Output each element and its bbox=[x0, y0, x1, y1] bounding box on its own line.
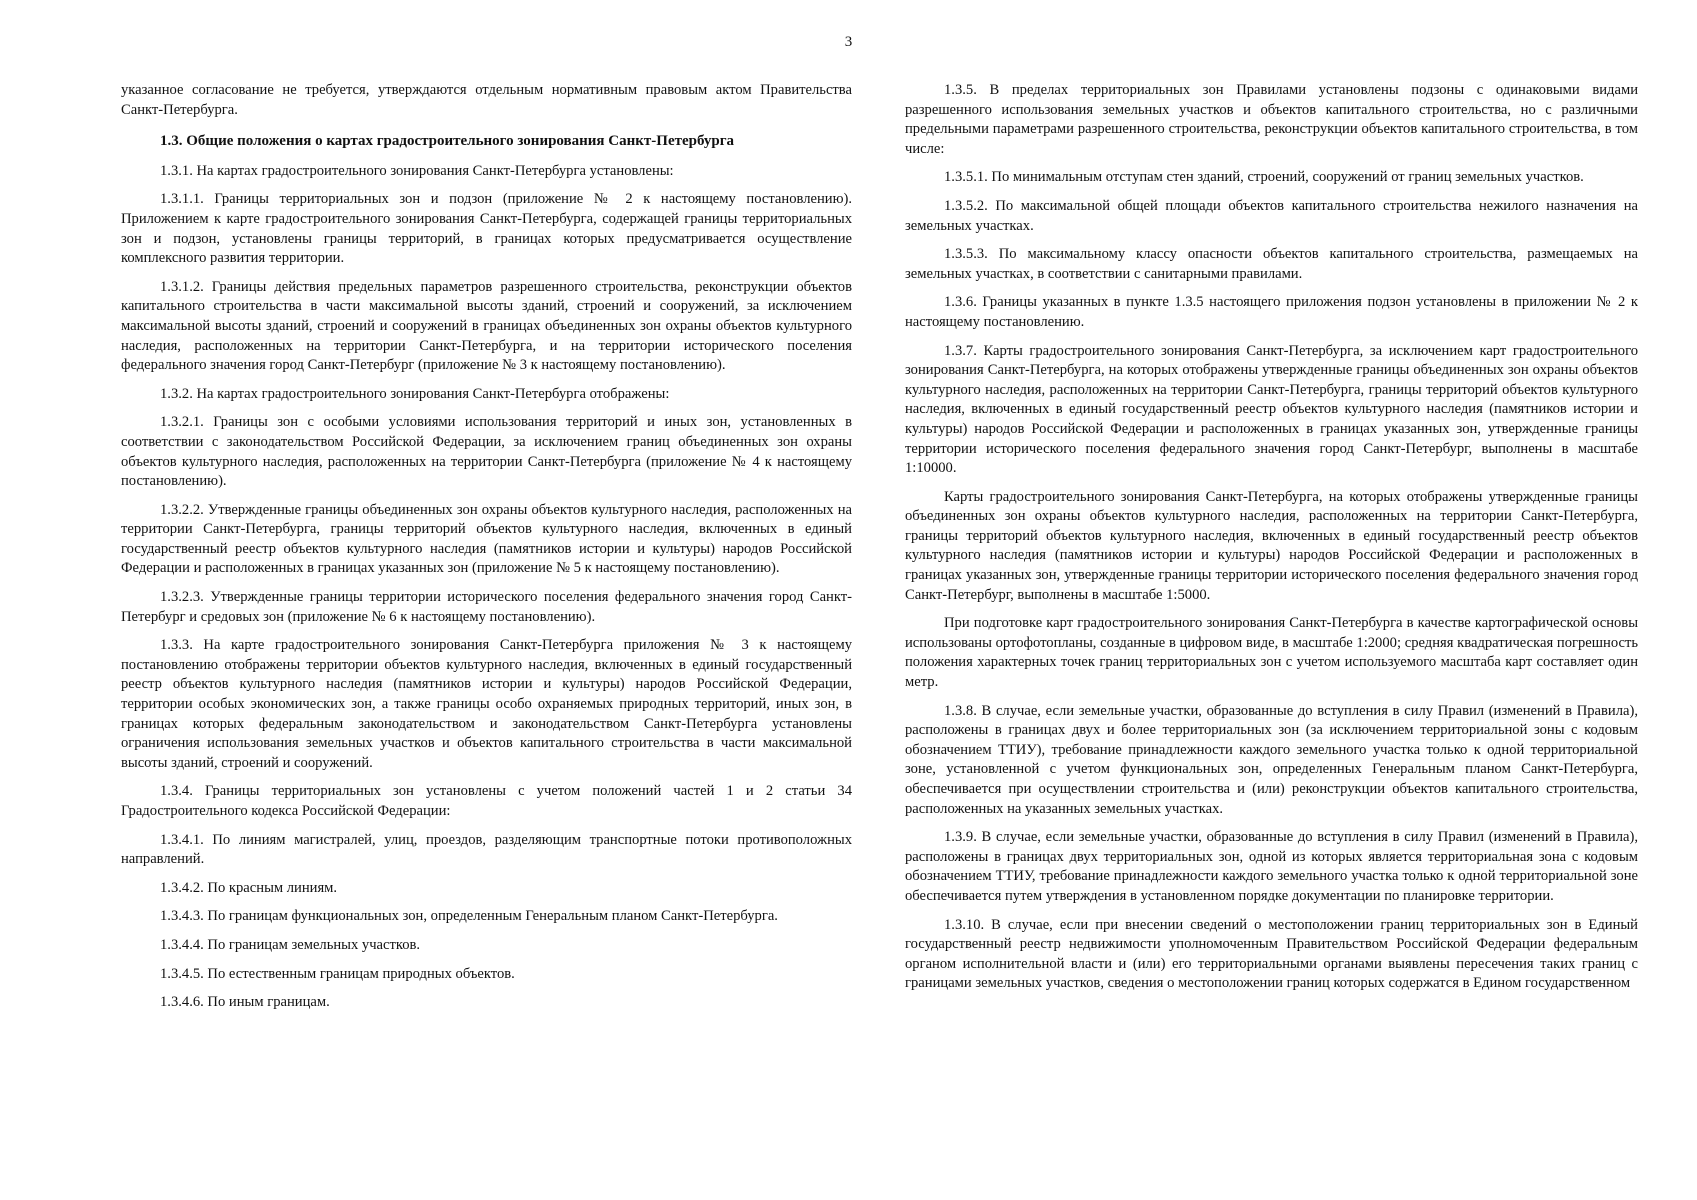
left-paragraph: 1.3.1.1. Границы территориальных зон и подзон (приложение № 2 к настоящему постановлению). Приложением к карте градостроительного зонирования Санкт-Петербурга, содержащей границы территориальных зон и подзон, установлены границы территорий, в границах которых предусматривается осуществление комплексного развития территории. bbox=[121, 191, 852, 267]
right-paragraph: 1.3.5.3. По максимальному классу опасности объектов капитального строительства, размещаемых на земельных участках, в соответствии с санитарными правилами. bbox=[905, 246, 1638, 282]
left-paragraph: 1.3.3. На карте градостроительного зонирования Санкт-Петербурга приложения № 3 к настоящему постановлению отображены территории объектов культурного наследия, включенных в единый государственный реестр объектов культурного наследия (памятников истории и культуры) народов Российской Федерации, территории особых экономических зон, а также границы особо охраняемых природных территорий, иных зон, в границах которых федеральным законодательством и законодательством Санкт-Петербурга установлены ограничения использования земельных участков и объектов капитального строительства в части максимальной высоты зданий, строений и сооружений. bbox=[121, 637, 852, 771]
right-paragraph: 1.3.5. В пределах территориальных зон Правилами установлены подзоны с одинаковыми видами разрешенного использования земельных участков и объектов капитального строительства, но с различными предельными параметрами разрешенного строительства, реконструкции объектов капитального строительства, в том числе: bbox=[905, 82, 1638, 157]
left-paragraph: 1.3.2.3. Утвержденные границы территории исторического поселения федерального значения город Санкт-Петербург и средовых зон (приложение № 6 к настоящему постановлению). bbox=[121, 589, 852, 625]
right-paragraph: 1.3.10. В случае, если при внесении сведений о местоположении границ территориальных зон в Единый государственный реестр недвижимости уполномоченным Правительством Российской Федерации федеральным органом исполнительной власти и (или) его территориальными органами выявлены пересечения таких границ с границами земельных участков, сведения о местоположении границ которых содержатся в Едином государственном bbox=[905, 916, 1638, 992]
left-paragraph: 1.3.4.2. По красным линиям. bbox=[160, 879, 338, 896]
right-paragraph: При подготовке карт градостроительного зонирования Санкт-Петербурга в качестве картографической основы использованы ортофотопланы, созданные в цифровом виде, в масштабе 1:2000; средняя квадратическая погрешность положения характерных точек границ территориальных зон с учетом используемого масштаба карт составляет один метр. bbox=[905, 615, 1638, 691]
left-paragraph: 1.3.1.2. Границы действия предельных параметров разрешенного строительства, реконструкции объектов капитального строительства в части максимальной высоты зданий, строений и сооружений, за исключением максимальной высоты зданий, строений и сооружений в границах объединенных зон охраны объектов культурного наследия, расположенных на территории Санкт-Петербурга, и на территории исторического поселения федерального значения город Санкт-Петербург (приложение № 3 к настоящему постановлению). bbox=[121, 278, 852, 374]
right-column bbox=[905, 81, 1638, 1003]
left-paragraph: 1.3.4.5. По естественным границам природных объектов. bbox=[160, 965, 515, 982]
right-paragraph: 1.3.5.1. По минимальным отступам стен зданий, строений, сооружений от границ земельных участков. bbox=[944, 169, 1584, 186]
left-paragraph: 1.3.4. Границы территориальных зон установлены с учетом положений частей 1 и 2 статьи 34 Градостроительного кодекса Российской Федерации: bbox=[121, 783, 852, 819]
left-paragraph: 1.3.4.1. По линиям магистралей, улиц, проездов, разделяющим транспортные потоки противоположных направлений. bbox=[121, 831, 852, 868]
left-paragraph: указанное согласование не требуется, утверждаются отдельным нормативным правовым актом Правительства Санкт-Петербурга. bbox=[121, 82, 852, 118]
left-paragraph: 1.3.4.3. По границам функциональных зон, определенным Генеральным планом Санкт-Петербурга. bbox=[160, 908, 778, 925]
section-heading: 1.3. Общие положения о картах градостроительного зонирования Санкт-Петербурга bbox=[160, 133, 735, 150]
right-paragraph: 1.3.6. Границы указанных в пункте 1.3.5 настоящего приложения подзон установлены в приложении № 2 к настоящему постановлению. bbox=[905, 294, 1638, 330]
right-paragraph: Карты градостроительного зонирования Санкт-Петербурга, на которых отображены утвержденные границы объединенных зон охраны объектов культурного наследия, расположенных на территории Санкт-Петербурга, границы территорий объектов культурного наследия, включенных в единый государственный реестр объектов культурного наследия (памятников истории и культуры) народов Российской Федерации и расположенных в границах указанных зон, утвержденные границы территории исторического поселения федерального значения город Санкт-Петербург, выполнены в масштабе 1:5000. bbox=[905, 488, 1638, 603]
right-paragraph: 1.3.9. В случае, если земельные участки, образованные до вступления в силу Правил (изменений в Правила), расположены в границах двух территориальных зон, одной из которых является территориальная зона с кодовым обозначением ТТИУ, требование принадлежности каждого земельного участка только к одной территориальной зоне обеспечивается путем утверждения в установленном порядке документации по планировке территории. bbox=[905, 829, 1638, 904]
left-paragraph: 1.3.1. На картах градостроительного зонирования Санкт-Петербурга установлены: bbox=[160, 162, 674, 179]
right-paragraph: 1.3.7. Карты градостроительного зонирования Санкт-Петербурга, за исключением карт градостроительного зонирования Санкт-Петербурга, на которых отображены утвержденные границы объединенных зон охраны объектов культурного наследия, расположенных на территории Санкт-Петербурга, границы территорий объектов культурного наследия, включенных в единый государственный реестр объектов культурного наследия (памятников истории и культуры) народов Российской Федерации и расположенных в границах указанных зон, утвержденные границы территории исторического поселения федерального значения город Санкт-Петербург, выполнены в масштабе 1:10000. bbox=[905, 342, 1638, 477]
left-paragraph: 1.3.2.1. Границы зон с особыми условиями использования территорий и иных зон, установленных в соответствии с законодательством Российской Федерации, за исключением границ объединенных зон охраны объектов культурного наследия, расположенных на территории Санкт-Петербурга (приложение № 4 к настоящему постановлению). bbox=[121, 414, 852, 490]
left-paragraph: 1.3.2.2. Утвержденные границы объединенных зон охраны объектов культурного наследия, расположенных на территории Санкт-Петербурга, границы территорий объектов культурного наследия, включенных в единый государственный реестр объектов культурного наследия (памятников истории и культуры) народов Российской Федерации и расположенных в границах указанных зон (приложение № 5 к настоящему постановлению). bbox=[121, 501, 852, 577]
left-paragraph: 1.3.4.6. По иным границам. bbox=[160, 994, 330, 1011]
page-number: 3 bbox=[844, 34, 853, 50]
left-column bbox=[121, 81, 852, 1022]
left-paragraph: 1.3.4.4. По границам земельных участков. bbox=[160, 936, 421, 953]
left-paragraph: 1.3.2. На картах градостроительного зонирования Санкт-Петербурга отображены: bbox=[160, 385, 670, 402]
right-paragraph: 1.3.8. В случае, если земельные участки, образованные до вступления в силу Правил (изменений в Правила), расположены в границах двух и более территориальных зон (за исключением территориальной зоны с кодовым обозначением ТТИУ), требование принадлежности каждого земельного участка только к одной территориальной зоне, установленной с учетом функциональных зон, определенных Генеральным планом Санкт-Петербурга, обеспечивается при осуществлении строительства и (или) реконструкции объектов капитального строительства, расположенных на указанных земельных участках. bbox=[905, 702, 1638, 817]
right-paragraph: 1.3.5.2. По максимальной общей площади объектов капитального строительства нежилого назначения на земельных участках. bbox=[905, 197, 1638, 234]
